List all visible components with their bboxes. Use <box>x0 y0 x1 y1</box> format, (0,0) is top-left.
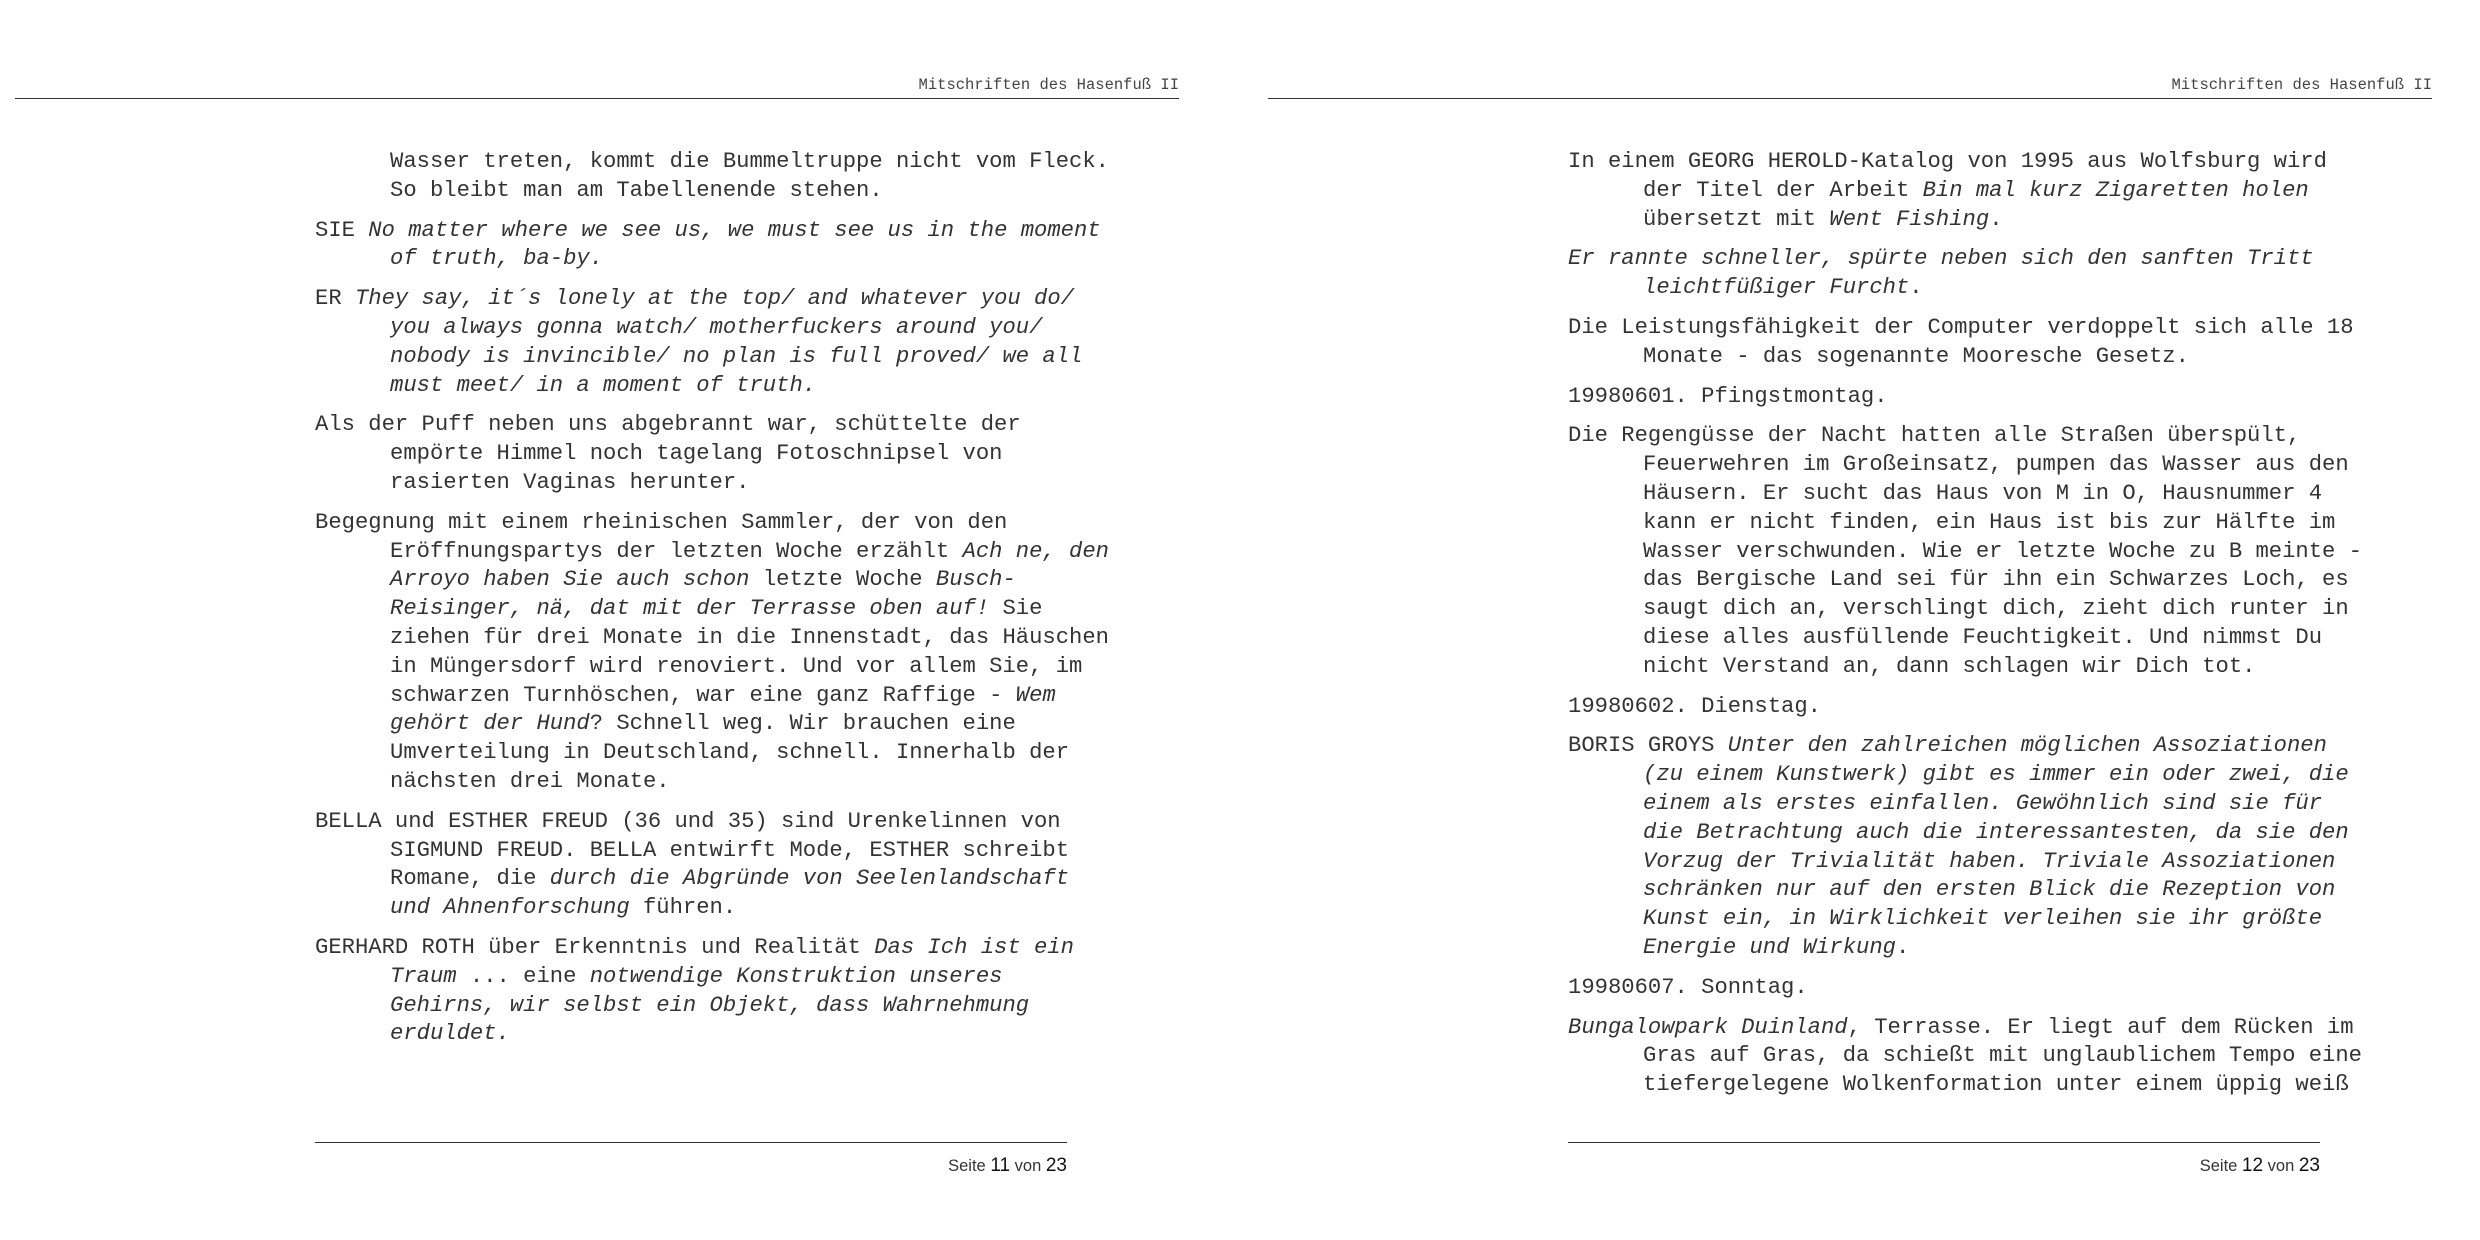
paragraph-freud <box>315 808 1135 923</box>
page-number: 12 <box>2241 1155 2264 1176</box>
page-total: 23 <box>2298 1155 2320 1176</box>
text: GERHARD ROTH über Erkenntnis und Realität <box>315 934 875 960</box>
paragraph-moore <box>1568 314 2388 372</box>
date-entry <box>1568 693 2388 722</box>
paragraph-bungalow <box>1568 1014 2388 1100</box>
text: ... eine <box>456 963 590 989</box>
italic-text: notwendige Konstruktion unseres Gehirns, wir selbst ein Objekt, dass Wahrnehmung erduldet. <box>390 963 1030 1047</box>
text: führen. <box>629 895 737 921</box>
text: letzte Woche <box>749 567 936 593</box>
text: Als der Puff neben uns abgebrannt war, schüttelte der empörte Himmel noch tagelang Fotoschnipsel von rasierten Vaginas herunter. <box>315 412 1021 495</box>
italic-text: durch die Abgründe von Seelenlandschaft und Ahnenforschung <box>390 866 1070 921</box>
text: , Terrasse. Er liegt auf dem Rücken im Gras auf Gras, da schießt mit unglaublichem Tempo eine tiefergelegene Wolkenformation unter einem üppig weiß <box>1643 1014 2362 1098</box>
paragraph-herold <box>1568 148 2388 234</box>
paragraph-sie-quote <box>315 217 1135 275</box>
footer-label-seite: Seite <box>2199 1157 2238 1175</box>
footer-label-von: von <box>1014 1157 1042 1175</box>
text-line: So bleibt man am Tabellenende stehen. <box>390 177 883 203</box>
left-body-text <box>315 148 1135 1060</box>
footer-rule <box>315 1142 1067 1143</box>
italic-text: Busch- Reisinger, nä, dat mit der Terrasse oben auf! <box>390 567 1016 622</box>
paragraph-puff <box>315 411 1135 497</box>
right-body-text <box>1568 148 2388 1111</box>
paragraph-furcht <box>1568 245 2388 303</box>
paragraph-er-quote <box>315 285 1135 400</box>
text: Die Leistungsfähigkeit der Computer verdoppelt sich alle 18 Monate - das sogenannte Mooresche Gesetz. <box>1568 314 2354 369</box>
date-entry <box>1568 974 2388 1003</box>
quote-text: They say, it´s lonely at the top/ and whatever you do/ you always gonna watch/ motherfuckers around you/ nobody is invincible/ no plan is full proved/ we all must meet/ in a moment of truth. <box>354 286 1083 398</box>
quote-text: No matter where we see us, we must see us in the moment of truth, ba-by. <box>368 217 1101 272</box>
running-header: Mitschriften des Hasenfuß II <box>2171 76 2432 94</box>
page-total: 23 <box>1045 1155 1067 1176</box>
paragraph-groys <box>1568 732 2388 962</box>
page-footer <box>1568 1155 2320 1177</box>
left-page <box>15 0 1179 1240</box>
right-page <box>1268 0 2432 1240</box>
text: Begegnung mit einem rheinischen Sammler, der von den Eröffnungspartys der letzten Woche erzählt <box>315 509 1008 564</box>
paragraph-regen <box>1568 422 2388 681</box>
text: In einem GEORG HEROLD-Katalog von 1995 aus Wolfsburg wird der Titel der Arbeit <box>1568 149 2327 203</box>
text: übersetzt mit <box>1643 206 1817 232</box>
footer-label-von: von <box>2267 1157 2295 1175</box>
paragraph-continuation <box>315 148 1135 206</box>
page-footer <box>315 1155 1067 1177</box>
date-text: 19980607. Sonntag. <box>1568 974 1808 1000</box>
date-text: 19980601. Pfingstmontag. <box>1568 383 1888 409</box>
italic-text: Das Ich ist ein Traum <box>390 934 1074 989</box>
footer-rule <box>1568 1142 2320 1143</box>
text: . <box>1895 934 1910 960</box>
paragraph-roth <box>315 934 1135 1049</box>
italic-text: Er rannte schneller, spürte neben sich den sanften Tritt leichtfüßiger Furcht <box>1568 246 2314 301</box>
text: BORIS GROYS <box>1568 733 1728 759</box>
text: BELLA und ESTHER FREUD (36 und 35) sind Urenkelinnen von SIGMUND FREUD. BELLA entwirft Mode, ESTHER schreibt Romane, die <box>315 808 1070 892</box>
italic-text: Bungalowpark Duinland <box>1568 1014 1848 1040</box>
text-line: Wasser treten, kommt die Bummeltruppe nicht vom Fleck. <box>390 149 1109 174</box>
header-rule <box>15 98 1179 99</box>
date-text: 19980602. Dienstag. <box>1568 693 1821 719</box>
speaker-label: SIE <box>315 217 355 243</box>
text: . <box>1989 206 2003 232</box>
paragraph-sammler <box>315 509 1135 797</box>
page-number: 11 <box>990 1155 1011 1176</box>
italic-text: Went Fishing <box>1829 206 1990 232</box>
header-rule <box>1268 98 2432 99</box>
footer-label-seite: Seite <box>948 1157 986 1175</box>
text: ? Schnell weg. Wir brauchen eine Umverteilung in Deutschland, schnell. Innerhalb der nächsten drei Monate. <box>390 711 1070 794</box>
italic-text: Wem gehört der Hund <box>390 682 1056 737</box>
text: Die Regengüsse der Nacht hatten alle Straßen überspült, Feuerwehren im Großeinsatz, pumpen das Wasser aus den Häusern. Er sucht das Haus von M in O, Hausnummer 4 kann er nicht finden, ein Haus ist bis zur Hälfte im Wasser verschwunden. Wie er letzte Woche zu B meinte - das Bergische Land sei für ihn ein Schwarzes Loch, es saugt dich an, verschlingt dich, zieht dich runter in diese alles ausfüllende Feuchtigkeit. Und nimmst Du nicht Verstand an, dann schlagen wir Dich tot. <box>1568 423 2362 679</box>
text: Sie ziehen für drei Monate in die Innenstadt, das Häuschen in Müngersdorf wird renoviert. Und vor allem Sie, im schwarzen Turnhöschen, war eine ganz Raffige - <box>390 596 1109 708</box>
text: . <box>1909 275 1923 301</box>
date-entry <box>1568 383 2388 412</box>
italic-text: Bin mal kurz Zigaretten holen <box>1922 177 2309 203</box>
speaker-label: ER <box>315 286 342 312</box>
italic-text: Unter den zahlreichen möglichen Assoziationen (zu einem Kunstwerk) gibt es immer ein oder zwei, die einem als erstes einfallen. Gewöhnlich sind sie für die Betrachtung auch die interessantesten, da sie den Vorzug der Trivialität haben. Triviale Assoziationen schränken nur auf den ersten Blick die Rezeption von Kunst ein, in Wirklichkeit verleihen sie ihr größte Energie und Wirkung <box>1643 733 2349 960</box>
italic-text: Ach ne, den Arroyo haben Sie auch schon <box>390 538 1109 593</box>
running-header: Mitschriften des Hasenfuß II <box>918 76 1179 94</box>
